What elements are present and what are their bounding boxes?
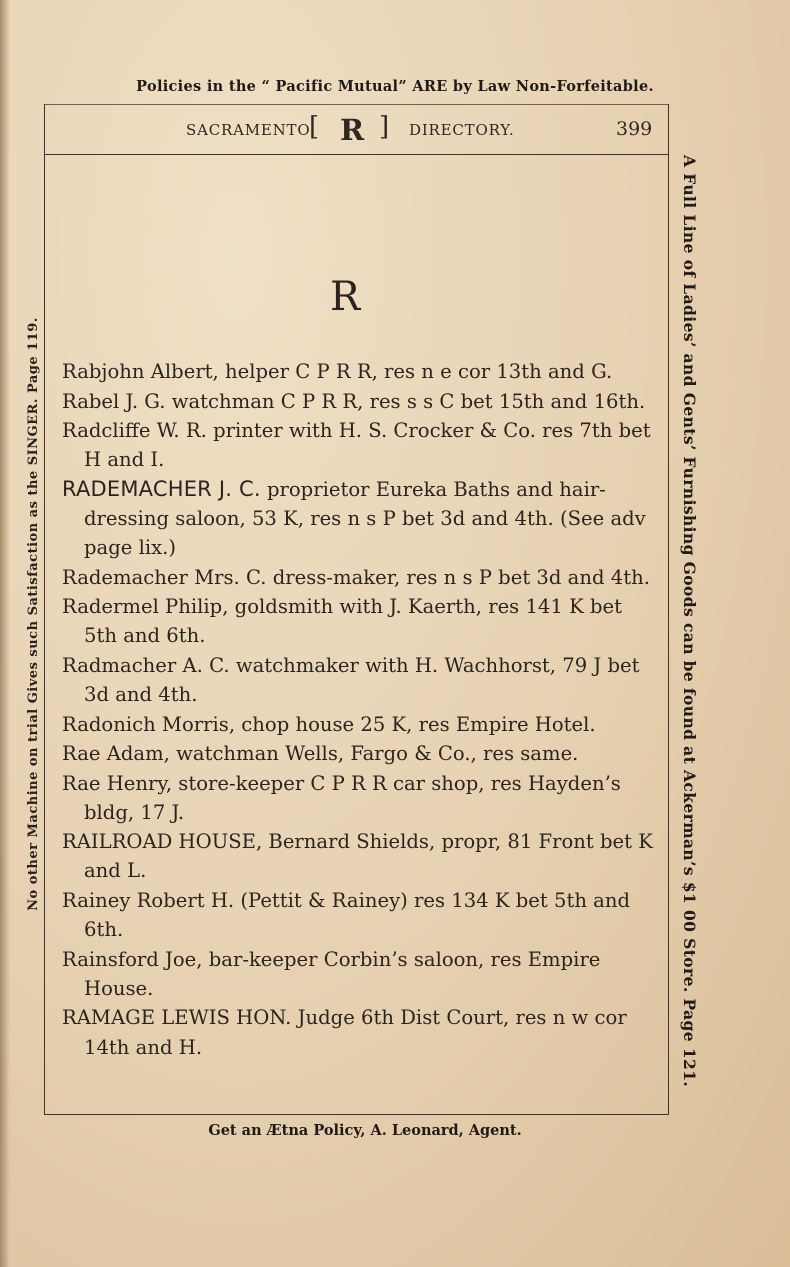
header-rule <box>44 154 668 155</box>
entry-details: goldsmith with J. Kaerth, res 141 K bet 5th and 6th. <box>84 595 622 648</box>
top-advert-banner: Policies in the “ Pacific Mutual” ARE by Law Non-Forfeitable. <box>136 78 654 95</box>
entry-name: Radmacher A. C. <box>62 653 230 677</box>
directory-entry <box>62 475 660 563</box>
directory-entry <box>62 563 660 592</box>
entry-name: RAILROAD HOUSE, <box>62 830 263 854</box>
entry-name: Rainsford Joe, <box>62 947 203 971</box>
entry-details: helper C P R R, res n e cor 13th and G. <box>218 360 613 383</box>
directory-entry <box>62 945 660 1003</box>
entry-name: Radcliffe W. R. <box>62 419 207 442</box>
directory-entry <box>62 710 660 739</box>
running-head-directory: DIRECTORY. <box>409 121 515 139</box>
entry-details: store-keeper C P R R car shop, res Hayden’s bldg, 17 J. <box>84 771 621 824</box>
directory-entry <box>62 592 660 650</box>
running-head-letter: R <box>340 113 365 147</box>
page-edge-shadow <box>0 0 10 1267</box>
directory-entries <box>62 357 660 1062</box>
left-margin-advert: No other Machine on trial Gives such Satisfaction as the SINGER. Page 119. <box>26 317 41 911</box>
running-head <box>44 112 668 150</box>
entry-details: printer with H. S. Crocker & Co. res 7th bet H and I. <box>84 419 651 472</box>
directory-entry <box>62 651 660 709</box>
directory-entry <box>62 416 660 474</box>
running-head-bracket-right: ] <box>379 112 390 142</box>
entry-details: watchman Wells, Fargo & Co., res same. <box>169 742 579 766</box>
entry-name: Rabjohn Albert, <box>62 360 219 383</box>
entry-details: (Pettit & Rainey) res 134 K bet 5th and 6th. <box>84 888 631 942</box>
directory-entry <box>62 739 660 768</box>
directory-entry <box>62 827 660 885</box>
entry-details: bar-keeper Corbin’s saloon, res Empire House. <box>84 947 601 1000</box>
entry-details: dress-maker, res n s P bet 3d and 4th. <box>266 565 650 589</box>
entry-details: watchman C P R R, res s s C bet 15th and 16th. <box>165 389 646 413</box>
running-head-city: SACRAMENTO <box>186 121 311 139</box>
right-margin-advert: A Full Line of Ladies’ and Gents’ Furnishing Goods can be found at Ackerman’s $1 00 Store. Page 121. <box>680 155 699 1088</box>
entry-details: Judge 6th Dist Court, res n w cor 14th and H. <box>84 1006 627 1059</box>
entry-name: Radonich Morris, <box>62 712 236 736</box>
entry-name: RADEMACHER J. C. <box>62 476 261 501</box>
entry-details: watchmaker with H. Wachhorst, 79 J bet 3d and 4th. <box>84 653 640 707</box>
entry-name: Rainey Robert H. <box>62 888 235 912</box>
entry-name: Rabel J. G. <box>62 389 166 413</box>
directory-entry <box>62 387 660 416</box>
directory-entry <box>62 357 660 386</box>
bottom-advert-banner: Get an Ætna Policy, A. Leonard, Agent. <box>208 1122 522 1139</box>
section-letter: R <box>330 274 361 320</box>
entry-name: RAMAGE LEWIS HON. <box>62 1006 292 1030</box>
entry-details: chop house 25 K, res Empire Hotel. <box>235 712 596 736</box>
entry-name: Rae Henry, <box>62 771 173 795</box>
directory-entry <box>62 886 660 944</box>
directory-entry <box>62 769 660 827</box>
running-head-bracket-left: [ <box>309 112 320 142</box>
entry-name: Rae Adam, <box>62 742 170 766</box>
page-number: 399 <box>616 118 653 140</box>
entry-name: Radermel Philip, <box>62 595 229 619</box>
entry-name: Rademacher Mrs. C. <box>62 565 267 589</box>
entry-details: proprietor Eureka Baths and hair-dressing saloon, 53 K, res n s P bet 3d and 4th. (See adv page lix.) <box>84 477 646 560</box>
directory-entry <box>62 1003 660 1061</box>
entry-details: Bernard Shields, propr, 81 Front bet K and L. <box>84 830 653 883</box>
